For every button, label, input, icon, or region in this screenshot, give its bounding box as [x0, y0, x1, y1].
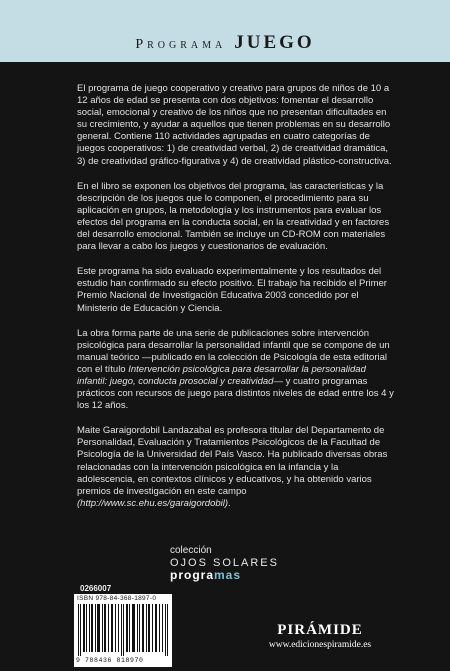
- header-band: [0, 0, 450, 62]
- barcode-digits: 9 788436 818970: [76, 657, 144, 664]
- publisher-url: www.edicionespiramide.es: [268, 640, 372, 650]
- collection-brand: [170, 569, 320, 581]
- paragraph-contents: En el libro se exponen los objetivos del programa, las características y la descripción de los juegos que lo componen, el procedimiento para su aplicación en grupos, la metodología y los instrumentos para evaluar los efectos del programa en la conducta social, en la creatividad y en factores del desarrollo emocional. También se incluye un CD-ROM con materiales para llevar a cabo los juegos y cuestionarios de evaluación.: [77, 180, 390, 253]
- paragraph-series-end: — y cuatro programas prácticos con recursos de juego para distintos niveles de edad entre los 4 y los 12 años.: [77, 375, 394, 412]
- isbn: ISBN 978-84-368-1897-0: [77, 595, 157, 602]
- manual-title: Intervención psicológica para desarrollar la personalidad infantil: juego, conducta prosocial y creatividad: [77, 363, 366, 387]
- paragraph-series-start: La obra forma parte de una serie de publicaciones sobre intervención psicológica para desarrollar la personalidad infantil que se compone de un manual teórico —publicado en la colección de Psicología de esta editorial con el título: [77, 327, 390, 375]
- series-title: [0, 33, 450, 55]
- publisher: [250, 622, 390, 652]
- product-code: 0266007: [80, 584, 112, 593]
- collection-name: OJOS SOLARES: [170, 557, 279, 569]
- paragraph-series: [77, 328, 395, 413]
- series-name: JUEGO: [234, 32, 315, 53]
- barcode: [74, 594, 172, 667]
- collection-logo: [170, 545, 320, 581]
- paragraph-author: [77, 425, 395, 510]
- back-cover-text: [77, 83, 395, 510]
- brand-part-2: mas: [214, 568, 242, 582]
- brand-part-1: progra: [170, 568, 215, 582]
- paragraph-evaluation: Este programa ha sido evaluado experimentalmente y los resultados del estudio han confirmado su efecto positivo. El trabajo ha recibido el Primer Premio Nacional de Investigación Educativa 2003 concedido por el Ministerio de Educación y Ciencia.: [77, 266, 387, 314]
- publisher-name: PIRÁMIDE: [277, 622, 363, 638]
- paragraph-description: El programa de juego cooperativo y creativo para grupos de niños de 10 a 12 años de edad se presenta con dos objetivos: fomentar el desarrollo social, emocional y creativo de los niños que no presentan dificultades en su crecimiento, y ayudar a aquellos que tienen problemas en su desarrollo general. Contiene 110 actividades agrupadas en cuatro categorías de juegos cooperativos: 1) de creatividad verbal, 2) de creatividad dramática, 3) de creatividad gráfico-figurativa y 4) de creatividad plástico-constructiva.: [77, 83, 392, 167]
- barcode-bars: [77, 604, 169, 656]
- author-url: (http://www.sc.ehu.es/garaigordobil): [77, 497, 229, 509]
- author-bio-end: .: [228, 497, 231, 509]
- series-word: Programa: [135, 37, 227, 52]
- collection-label: colección: [170, 545, 212, 556]
- author-bio: Maite Garaigordobil Landazabal es profesora titular del Departamento de Personalidad, Evaluación y Tratamientos Psicológicos de la Facultad de Psicología de la Universidad del País Vasco. Ha publicado diversas obras relacionadas con la intervención psicológica en la infancia y la adolescencia, en contextos clínicos y educativos, y ha obtenido varios premios de investigación en este campo: [77, 425, 388, 497]
